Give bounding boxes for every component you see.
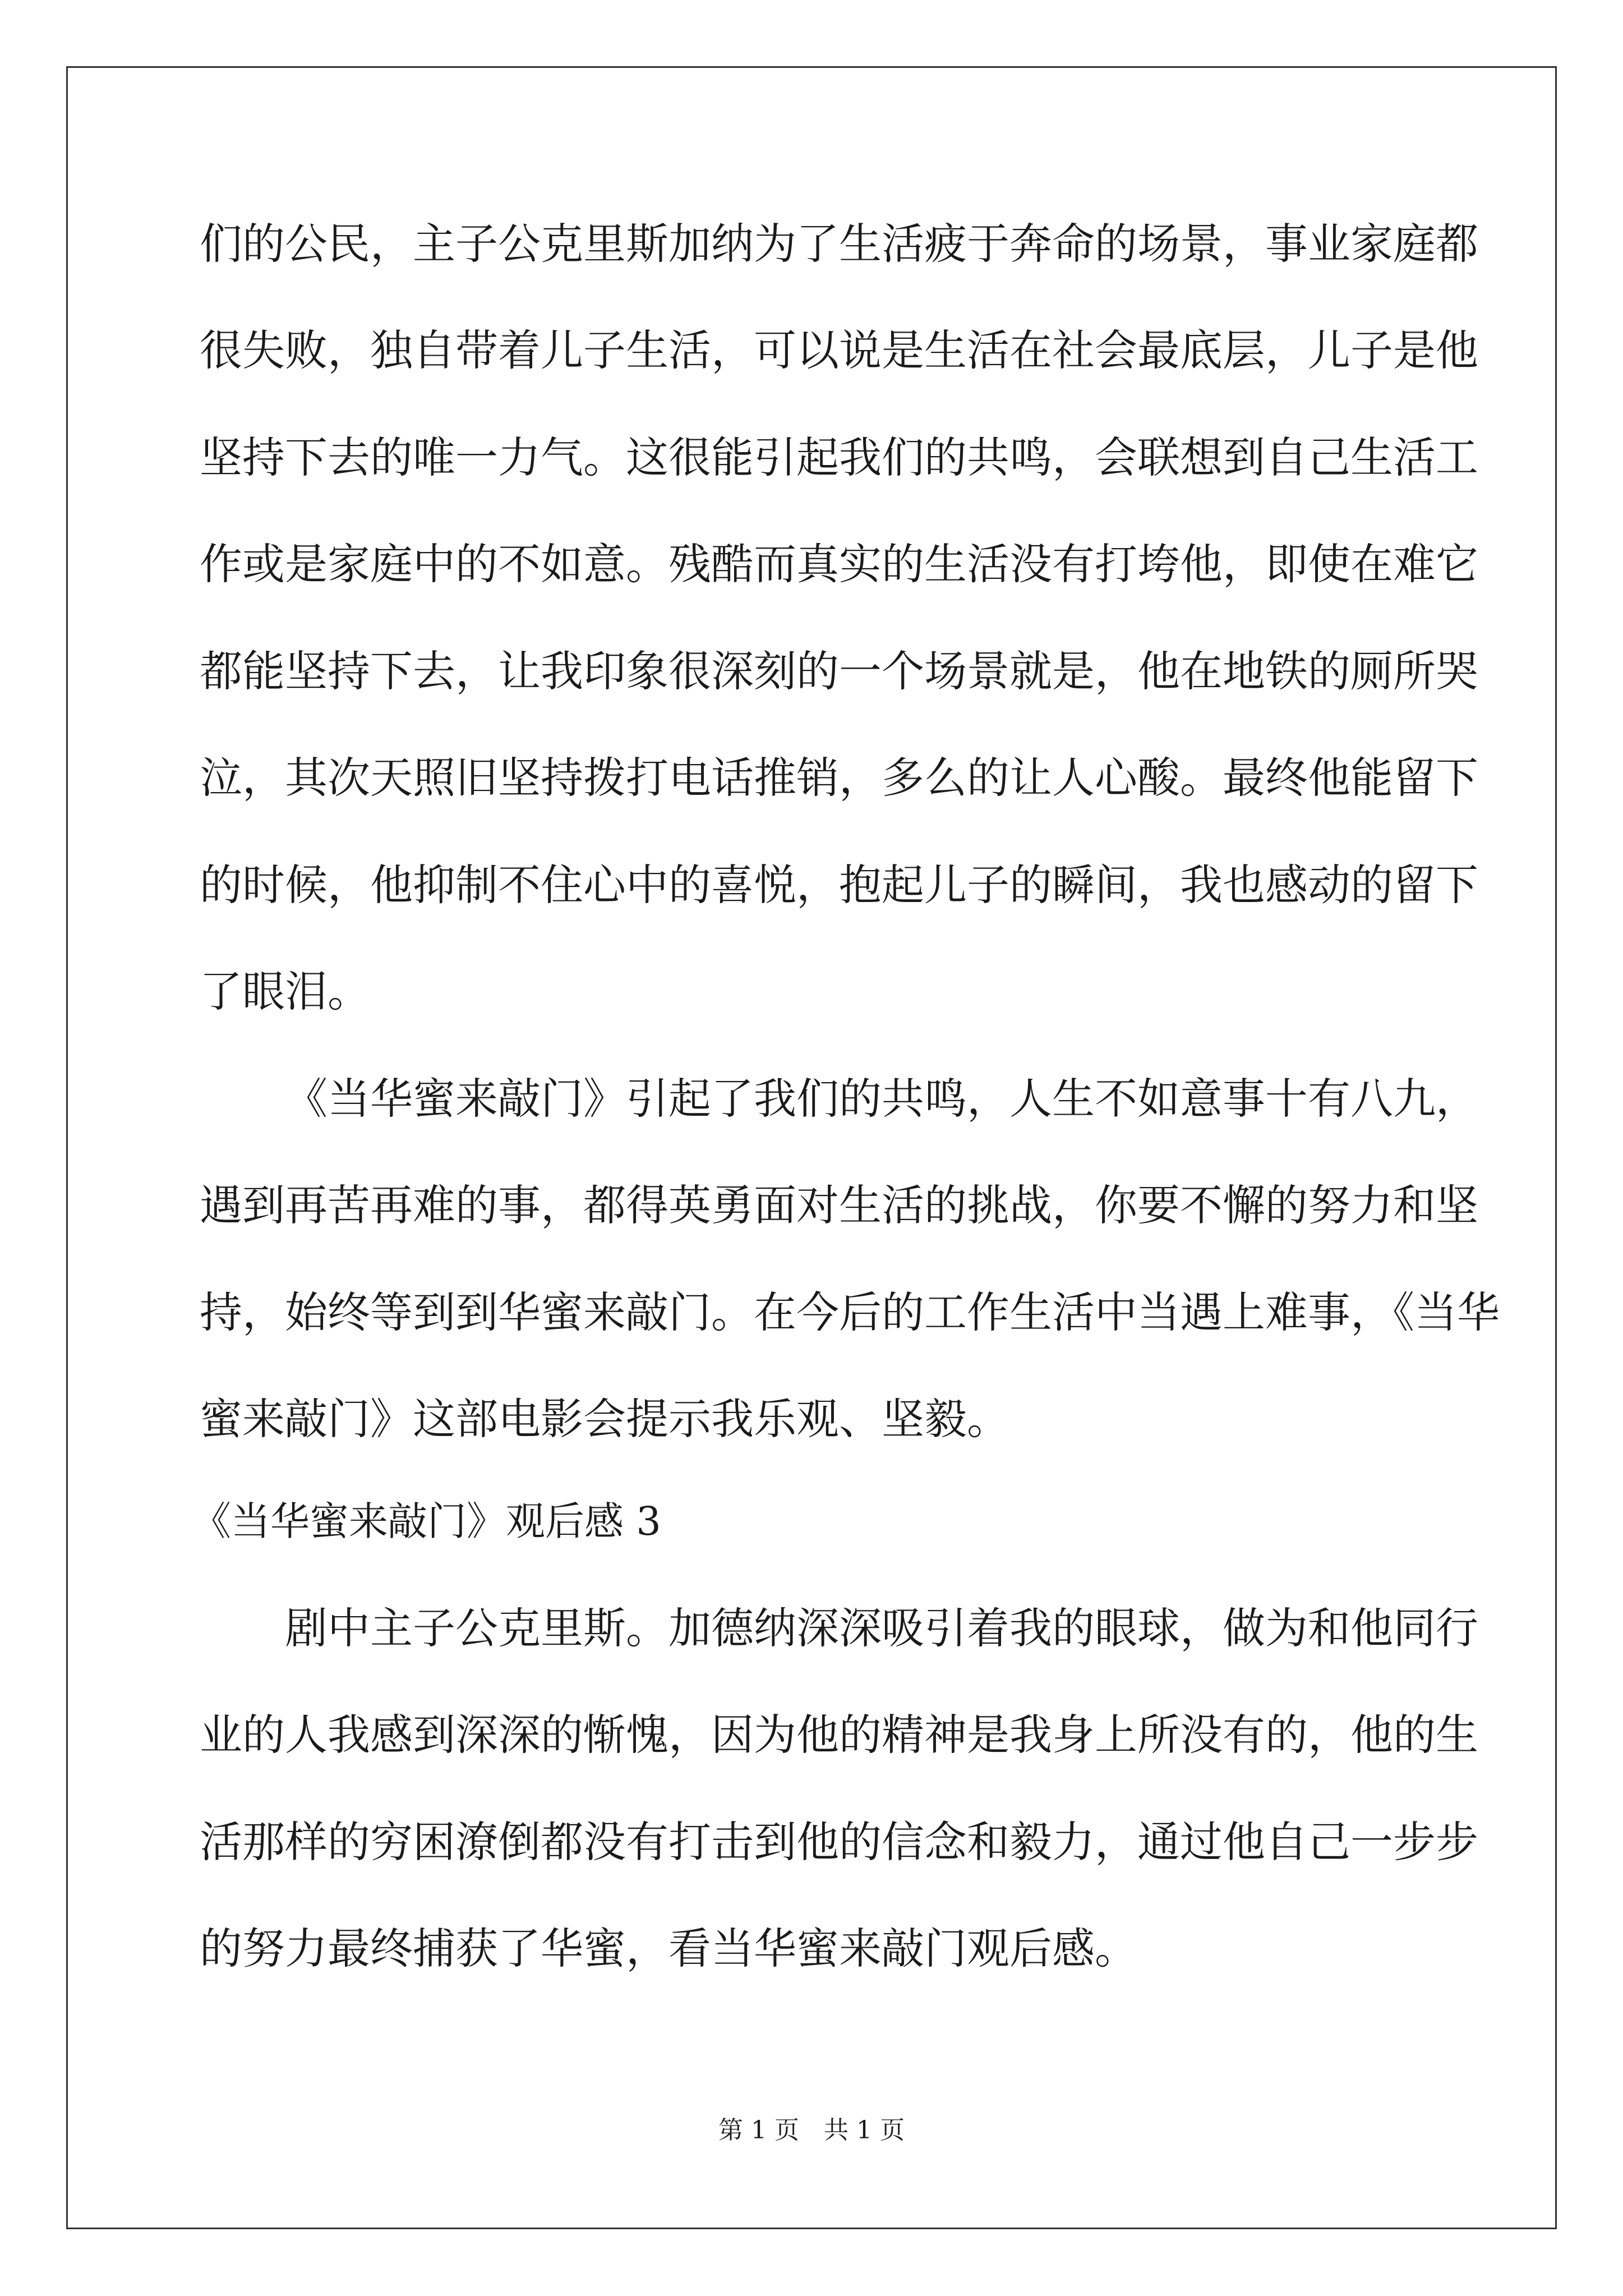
paragraph-3-line-2: 业的人我感到深深的惭愧，因为他的精神是我身上所没有的，他的生 — [200, 1710, 1478, 1760]
paragraph-2-line-4: 蜜来敲门》这部电影会提示我乐观、坚毅。 — [200, 1394, 1009, 1444]
paragraph-3-line-4: 的努力最终捕获了华蜜，看当华蜜来敲门观后感。 — [200, 1924, 1137, 1973]
paragraph-3-line-1: 剧中主子公克里斯。加德纳深深吸引着我的眼球，做为和他同行 — [285, 1603, 1478, 1653]
page-number-footer: 第 1 页 共 1 页 — [718, 2116, 905, 2145]
section-heading: 《当华蜜来敲门》观后感 3 — [192, 1498, 661, 1544]
paragraph-1-line-8: 了眼泪。 — [200, 967, 370, 1016]
paragraph-1-line-3: 坚持下去的唯一力气。这很能引起我们的共鸣，会联想到自己生活工 — [200, 432, 1478, 482]
paragraph-1-line-7: 的时候，他抑制不住心中的喜悦，抱起儿子的瞬间，我也感动的留下 — [200, 860, 1478, 910]
paragraph-1-line-1: 们的公民，主子公克里斯加纳为了生活疲于奔命的场景，事业家庭都 — [200, 219, 1478, 269]
paragraph-1-line-5: 都能坚持下去，让我印象很深刻的一个场景就是，他在地铁的厕所哭 — [200, 646, 1478, 696]
paragraph-1-line-2: 很失败，独自带着儿子生活，可以说是生活在社会最底层，儿子是他 — [200, 325, 1478, 375]
paragraph-3-line-3: 活那样的穷困潦倒都没有打击到他的信念和毅力，通过他自己一步步 — [200, 1817, 1478, 1867]
paragraph-2-line-2: 遇到再苦再难的事，都得英勇面对生活的挑战，你要不懈的努力和坚 — [200, 1180, 1478, 1230]
paragraph-1-line-6: 泣，其次天照旧坚持拨打电话推销，多么的让人心酸。最终他能留下 — [200, 753, 1478, 803]
page-border — [66, 66, 1557, 2229]
paragraph-2-line-3: 持，始终等到到华蜜来敲门。在今后的工作生活中当遇上难事，《当华 — [200, 1287, 1500, 1337]
paragraph-2-line-1: 《当华蜜来敲门》引起了我们的共鸣，人生不如意事十有八九， — [285, 1074, 1478, 1124]
paragraph-1-line-4: 作或是家庭中的不如意。残酷而真实的生活没有打垮他，即使在难它 — [200, 539, 1478, 589]
